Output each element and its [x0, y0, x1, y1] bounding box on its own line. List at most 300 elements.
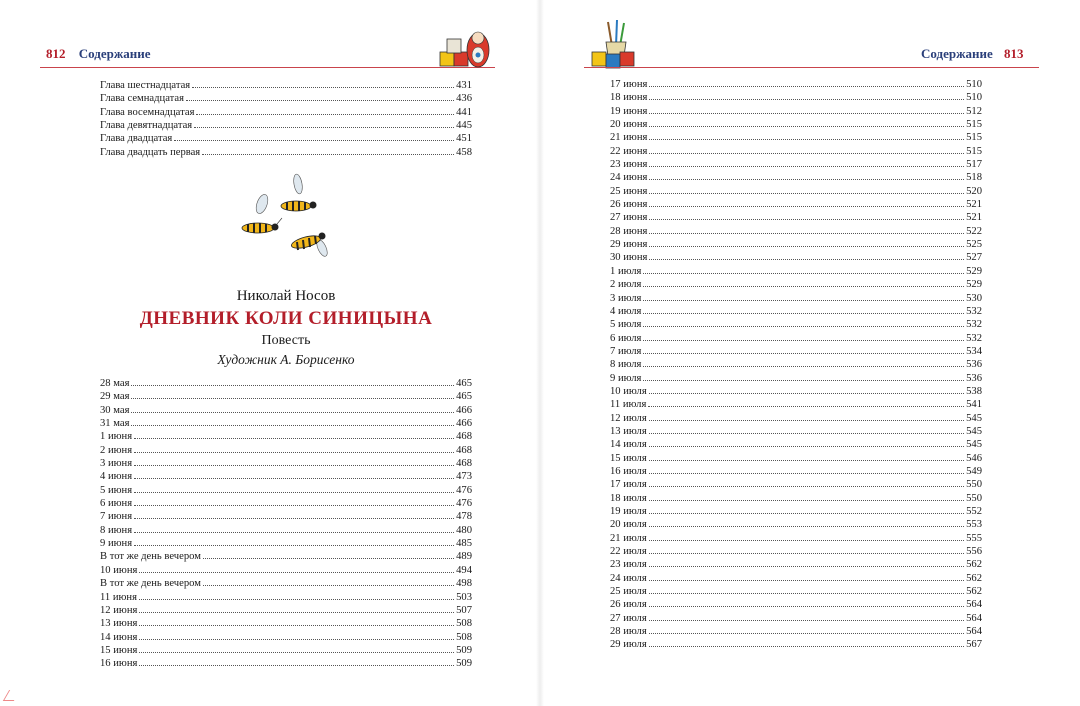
- toc-row[interactable]: [610, 318, 982, 331]
- toc-page-number: 555: [966, 532, 982, 544]
- toc-row[interactable]: [100, 537, 472, 550]
- toc-title: 3 июня: [100, 458, 133, 470]
- toc-page-number: 510: [966, 79, 982, 90]
- toc-row[interactable]: [610, 412, 982, 425]
- toc-title: 16 июня: [100, 658, 138, 670]
- story-illustrator: Художник А. Борисенко: [217, 352, 355, 367]
- toc-dot-leader: [131, 385, 454, 386]
- toc-dot-leader: [134, 545, 454, 546]
- toc-row[interactable]: [100, 470, 472, 483]
- toc-page-number: 529: [966, 279, 982, 291]
- right-page-number: 813: [1004, 46, 1024, 61]
- toc-row[interactable]: [100, 577, 472, 590]
- toc-title: 9 июня: [100, 538, 133, 550]
- toc-dot-leader: [192, 87, 454, 88]
- toc-dot-leader: [139, 665, 454, 666]
- toc-row[interactable]: [100, 106, 472, 119]
- toc-dot-leader: [134, 492, 454, 493]
- toc-page-number: 476: [456, 484, 472, 496]
- toc-title: 2 июня: [100, 444, 133, 456]
- toc-right-entries: [610, 78, 982, 652]
- toc-row[interactable]: [610, 478, 982, 491]
- toc-title: 28 июня: [610, 225, 648, 237]
- story-author: Николай Носов: [236, 288, 336, 304]
- toc-row[interactable]: [100, 457, 472, 470]
- toc-title: 8 июня: [100, 524, 133, 536]
- toc-title: 9 июля: [610, 372, 642, 384]
- toc-title: 2 июля: [610, 279, 642, 291]
- toc-row[interactable]: [610, 358, 982, 371]
- toc-row[interactable]: [100, 617, 472, 630]
- right-running-header: [921, 46, 1024, 62]
- toc-page-number: 564: [966, 626, 982, 638]
- toc-title: 7 июня: [100, 511, 133, 523]
- toc-dot-leader: [649, 606, 964, 607]
- toc-row[interactable]: [610, 465, 982, 478]
- toc-title: 31 мая: [100, 418, 130, 430]
- bee-icon: [290, 233, 329, 258]
- toc-row[interactable]: [100, 497, 472, 510]
- toc-row[interactable]: [100, 119, 472, 132]
- toc-row[interactable]: [610, 238, 982, 251]
- toc-row[interactable]: [100, 631, 472, 644]
- toc-page-number: 436: [456, 93, 472, 105]
- toc-row[interactable]: [610, 305, 982, 318]
- toc-title: 13 июня: [100, 618, 138, 630]
- toc-title: 1 июля: [610, 265, 642, 277]
- toc-page-number: 485: [456, 538, 472, 550]
- toc-dot-leader: [134, 465, 454, 466]
- toc-row[interactable]: [610, 211, 982, 224]
- toc-title: 1 июня: [100, 431, 133, 443]
- toc-page-number: 473: [456, 471, 472, 483]
- toc-dot-leader: [649, 500, 964, 501]
- toc-row[interactable]: [100, 92, 472, 105]
- toc-page-number: 564: [966, 612, 982, 624]
- toc-title: 19 июля: [610, 506, 647, 517]
- toc-page-number: 553: [966, 519, 982, 531]
- toc-dot-leader: [649, 126, 964, 127]
- toc-page-number: 534: [966, 345, 982, 357]
- toc-title: 7 июля: [610, 345, 642, 357]
- toc-row[interactable]: [100, 404, 472, 417]
- toc-title: 4 июня: [100, 471, 133, 483]
- toc-row[interactable]: [100, 377, 472, 390]
- toc-dot-leader: [648, 406, 964, 407]
- toc-row[interactable]: [610, 625, 982, 638]
- toc-title: 27 июня: [610, 212, 648, 224]
- left-page-number: 812: [46, 46, 66, 61]
- toc-story-entries: [100, 377, 472, 671]
- toc-title: Глава девятнадцатая: [100, 120, 193, 132]
- toc-row[interactable]: [100, 524, 472, 537]
- toc-page-number: 564: [966, 599, 982, 611]
- toc-title: Глава двадцать первая: [100, 146, 201, 158]
- toc-page-number: 468: [456, 458, 472, 470]
- toc-title: 20 июня: [610, 119, 648, 131]
- right-page: [540, 0, 1080, 706]
- bee-icon: [281, 173, 317, 211]
- toc-row[interactable]: [610, 518, 982, 531]
- toc-title: Глава восемнадцатая: [100, 106, 195, 118]
- toc-title: 29 мая: [100, 391, 130, 403]
- toc-page-number: 549: [966, 465, 982, 477]
- toc-dot-leader: [643, 273, 964, 274]
- left-running-header: [46, 46, 151, 62]
- toc-title: 17 июля: [610, 479, 647, 491]
- toc-page-number: 445: [456, 120, 472, 132]
- toc-page-number: 466: [456, 418, 472, 430]
- toc-row[interactable]: [100, 564, 472, 577]
- toc-row[interactable]: [610, 492, 982, 505]
- toc-row[interactable]: [610, 251, 982, 264]
- toc-row[interactable]: [100, 591, 472, 604]
- toc-title: 22 июня: [610, 145, 648, 157]
- toc-title: 24 июля: [610, 572, 647, 584]
- toc-page-number: 508: [456, 631, 472, 643]
- toc-dot-leader: [649, 193, 964, 194]
- toc-row[interactable]: [100, 484, 472, 497]
- toc-row[interactable]: [610, 425, 982, 438]
- toc-page-number: 441: [456, 106, 472, 118]
- toc-row[interactable]: [610, 558, 982, 571]
- toc-page-number: 507: [456, 604, 472, 616]
- toc-title: 25 июня: [610, 185, 648, 197]
- toc-page-number: 494: [456, 564, 472, 576]
- toc-page-number: 515: [966, 132, 982, 144]
- toc-dot-leader: [649, 179, 964, 180]
- toc-dot-leader: [649, 540, 964, 541]
- toc-row[interactable]: [610, 118, 982, 131]
- toc-title: 4 июля: [610, 305, 642, 317]
- toc-page-number: 510: [966, 92, 982, 104]
- toc-dot-leader: [139, 599, 454, 600]
- toc-dot-leader: [649, 633, 964, 634]
- left-running-head: Содержание: [78, 46, 151, 61]
- toc-dot-leader: [649, 473, 964, 474]
- toc-page-number: 509: [456, 644, 472, 656]
- toc-dot-leader: [139, 625, 454, 626]
- toc-title: 5 июля: [610, 319, 642, 331]
- toc-dot-leader: [139, 652, 454, 653]
- toc-dot-leader: [134, 532, 454, 533]
- toc-page-number: 532: [966, 305, 982, 317]
- toc-row[interactable]: [100, 510, 472, 523]
- toc-page-number: 517: [966, 159, 982, 171]
- toc-title: 13 июля: [610, 425, 647, 437]
- right-running-head: Содержание: [921, 46, 993, 61]
- toc-page-number: 556: [966, 546, 982, 558]
- toc-dot-leader: [203, 585, 454, 586]
- toc-dot-leader: [649, 166, 964, 167]
- toc-title: 27 июля: [610, 612, 647, 624]
- toc-row[interactable]: [610, 345, 982, 358]
- toc-dot-leader: [134, 438, 454, 439]
- toc-dot-leader: [649, 206, 964, 207]
- toc-page-number: 538: [966, 385, 982, 397]
- toc-title: Глава семнадцатая: [100, 93, 184, 105]
- paintbrush-cup-blocks-icon: [590, 18, 640, 70]
- toc-title: 6 июня: [100, 498, 133, 510]
- toc-page-number: 515: [966, 119, 982, 131]
- toc-dot-leader: [134, 505, 454, 506]
- toc-dot-leader: [203, 558, 454, 559]
- toc-title: 24 июня: [610, 172, 648, 184]
- toc-dot-leader: [131, 425, 454, 426]
- toc-title: 11 июля: [610, 399, 647, 411]
- toc-page-number: 466: [456, 404, 472, 416]
- toc-page-number: 476: [456, 498, 472, 510]
- toc-row[interactable]: [100, 550, 472, 563]
- toc-row[interactable]: [100, 417, 472, 430]
- toc-title: 26 июля: [610, 599, 647, 611]
- toc-dot-leader: [643, 380, 964, 381]
- toc-prev-entries: [100, 79, 472, 159]
- toc-dot-leader: [643, 326, 964, 327]
- toc-page-number: 545: [966, 439, 982, 451]
- toc-dot-leader: [649, 446, 964, 447]
- toc-row[interactable]: [100, 132, 472, 145]
- toc-title: 19 июня: [610, 105, 648, 117]
- toc-row[interactable]: [610, 398, 982, 411]
- toc-page-number: 498: [456, 578, 472, 590]
- toc-dot-leader: [649, 139, 964, 140]
- toc-page-number: 520: [966, 185, 982, 197]
- toc-row[interactable]: [610, 452, 982, 465]
- toc-dot-leader: [649, 620, 964, 621]
- toc-page-number: 508: [456, 618, 472, 630]
- toc-title: 16 июля: [610, 465, 647, 477]
- toc-dot-leader: [194, 127, 454, 128]
- toc-row[interactable]: [610, 385, 982, 398]
- toc-dot-leader: [134, 518, 454, 519]
- toc-title: 14 июня: [100, 631, 138, 643]
- toc-dot-leader: [649, 566, 964, 567]
- toc-title: 8 июля: [610, 359, 642, 371]
- toc-dot-leader: [643, 366, 964, 367]
- toc-page-number: 550: [966, 492, 982, 504]
- toc-title: 17 июня: [610, 79, 648, 90]
- toc-page-number: 532: [966, 332, 982, 344]
- toc-title: 23 июля: [610, 559, 647, 571]
- toc-row[interactable]: [100, 657, 472, 670]
- toc-title: 6 июля: [610, 332, 642, 344]
- toc-page-number: 489: [456, 551, 472, 563]
- toc-dot-leader: [649, 420, 964, 421]
- toc-dot-leader: [131, 398, 454, 399]
- toc-row[interactable]: [610, 105, 982, 118]
- toc-row[interactable]: [610, 292, 982, 305]
- toc-page-number: 525: [966, 239, 982, 251]
- toc-row[interactable]: [610, 131, 982, 144]
- toc-row[interactable]: [100, 444, 472, 457]
- toc-title: В тот же день вечером: [100, 578, 201, 590]
- toc-page-number: 431: [456, 80, 472, 91]
- toc-dot-leader: [134, 478, 454, 479]
- toc-page-number: 503: [456, 591, 472, 603]
- toc-dot-leader: [186, 100, 454, 101]
- bee-icon: [242, 193, 282, 233]
- toc-title: Глава шестнадцатая: [100, 80, 191, 91]
- toc-title: 28 июля: [610, 626, 647, 638]
- toc-page-number: 527: [966, 252, 982, 264]
- toc-row[interactable]: [610, 505, 982, 518]
- toc-row[interactable]: [610, 171, 982, 184]
- toc-page-number: 512: [966, 105, 982, 117]
- toc-row[interactable]: [100, 644, 472, 657]
- toc-title: Глава двадцатая: [100, 133, 173, 145]
- toc-title: 30 мая: [100, 404, 130, 416]
- matryoshka-blocks-icon: [438, 20, 494, 70]
- toc-page-number: 522: [966, 225, 982, 237]
- toc-dot-leader: [649, 246, 964, 247]
- toc-title: 12 июня: [100, 604, 138, 616]
- toc-title: 21 июля: [610, 532, 647, 544]
- toc-page-number: 468: [456, 431, 472, 443]
- toc-dot-leader: [649, 113, 964, 114]
- toc-page-number: 550: [966, 479, 982, 491]
- toc-dot-leader: [649, 219, 964, 220]
- toc-dot-leader: [643, 300, 964, 301]
- toc-dot-leader: [643, 313, 964, 314]
- toc-row[interactable]: [610, 145, 982, 158]
- toc-dot-leader: [649, 553, 964, 554]
- toc-dot-leader: [649, 486, 964, 487]
- toc-dot-leader: [649, 580, 964, 581]
- toc-dot-leader: [649, 433, 964, 434]
- toc-page-number: 480: [456, 524, 472, 536]
- toc-title: 5 июня: [100, 484, 133, 496]
- toc-dot-leader: [174, 140, 454, 141]
- toc-row[interactable]: [610, 532, 982, 545]
- toc-row[interactable]: [610, 78, 982, 91]
- toc-row[interactable]: [610, 585, 982, 598]
- toc-title: 12 июля: [610, 412, 647, 424]
- toc-dot-leader: [643, 340, 964, 341]
- toc-title: 23 июня: [610, 159, 648, 171]
- toc-row[interactable]: [100, 430, 472, 443]
- toc-title: 18 июля: [610, 492, 647, 504]
- toc-dot-leader: [649, 646, 964, 647]
- toc-dot-leader: [139, 639, 454, 640]
- toc-page-number: 451: [456, 133, 472, 145]
- toc-title: 18 июня: [610, 92, 648, 104]
- toc-row[interactable]: [610, 278, 982, 291]
- toc-row[interactable]: [610, 545, 982, 558]
- toc-title: 21 июня: [610, 132, 648, 144]
- toc-title: 10 июня: [100, 564, 138, 576]
- toc-page-number: 541: [966, 399, 982, 411]
- toc-title: 11 июня: [100, 591, 137, 603]
- toc-title: 20 июля: [610, 519, 647, 531]
- toc-row[interactable]: [610, 332, 982, 345]
- toc-row[interactable]: [100, 604, 472, 617]
- toc-row[interactable]: [100, 79, 472, 92]
- story-title: ДНЕВНИК КОЛИ СИНИЦЫНА: [139, 308, 433, 329]
- toc-page-number: 562: [966, 559, 982, 571]
- toc-dot-leader: [649, 593, 964, 594]
- toc-title: 15 июля: [610, 452, 647, 464]
- left-header-rule: [40, 67, 495, 68]
- toc-row[interactable]: [610, 598, 982, 611]
- toc-page-number: 458: [456, 146, 472, 158]
- toc-row[interactable]: [100, 390, 472, 403]
- toc-page-number: 521: [966, 199, 982, 211]
- toc-page-number: 536: [966, 372, 982, 384]
- toc-dot-leader: [643, 353, 964, 354]
- toc-dot-leader: [649, 99, 964, 100]
- toc-page-number: 515: [966, 145, 982, 157]
- toc-page-number: 518: [966, 172, 982, 184]
- toc-page-number: 567: [966, 639, 982, 651]
- toc-title: В тот же день вечером: [100, 551, 201, 563]
- toc-title: 30 июня: [610, 252, 648, 264]
- toc-page-number: 509: [456, 658, 472, 670]
- toc-title: 26 июня: [610, 199, 648, 211]
- toc-row[interactable]: [610, 638, 982, 651]
- toc-page-number: 465: [456, 391, 472, 403]
- bees-illustration: [236, 172, 336, 262]
- toc-row[interactable]: [610, 438, 982, 451]
- toc-dot-leader: [649, 393, 964, 394]
- toc-page-number: 545: [966, 412, 982, 424]
- toc-row[interactable]: [610, 612, 982, 625]
- toc-row[interactable]: [610, 225, 982, 238]
- toc-title: 28 мая: [100, 378, 130, 389]
- toc-row[interactable]: [610, 198, 982, 211]
- toc-dot-leader: [649, 526, 964, 527]
- toc-dot-leader: [131, 412, 454, 413]
- toc-dot-leader: [649, 513, 964, 514]
- toc-dot-leader: [649, 460, 964, 461]
- toc-page-number: 529: [966, 265, 982, 277]
- toc-title: 29 июля: [610, 639, 647, 651]
- toc-page-number: 468: [456, 444, 472, 456]
- toc-row[interactable]: [100, 146, 472, 159]
- toc-page-number: 545: [966, 425, 982, 437]
- toc-title: 14 июля: [610, 439, 647, 451]
- toc-title: 3 июля: [610, 292, 642, 304]
- toc-title: 15 июня: [100, 644, 138, 656]
- toc-dot-leader: [649, 259, 964, 260]
- toc-page-number: 465: [456, 378, 472, 389]
- toc-row[interactable]: [610, 158, 982, 171]
- toc-title: 25 июля: [610, 586, 647, 598]
- story-title-block: [100, 288, 472, 368]
- toc-page-number: 521: [966, 212, 982, 224]
- right-header-rule: [584, 67, 1039, 68]
- toc-page-number: 530: [966, 292, 982, 304]
- toc-row[interactable]: [610, 572, 982, 585]
- toc-row[interactable]: [610, 185, 982, 198]
- toc-page-number: 552: [966, 506, 982, 517]
- toc-row[interactable]: [610, 372, 982, 385]
- toc-row[interactable]: [610, 265, 982, 278]
- toc-dot-leader: [649, 233, 964, 234]
- toc-page-number: 562: [966, 586, 982, 598]
- toc-dot-leader: [196, 114, 454, 115]
- toc-page-number: 478: [456, 511, 472, 523]
- toc-page-number: 546: [966, 452, 982, 464]
- toc-title: 22 июля: [610, 546, 647, 558]
- toc-page-number: 536: [966, 359, 982, 371]
- toc-page-number: 562: [966, 572, 982, 584]
- toc-dot-leader: [649, 153, 964, 154]
- toc-dot-leader: [649, 86, 964, 87]
- toc-dot-leader: [202, 154, 454, 155]
- toc-row[interactable]: [610, 91, 982, 104]
- toc-dot-leader: [134, 452, 454, 453]
